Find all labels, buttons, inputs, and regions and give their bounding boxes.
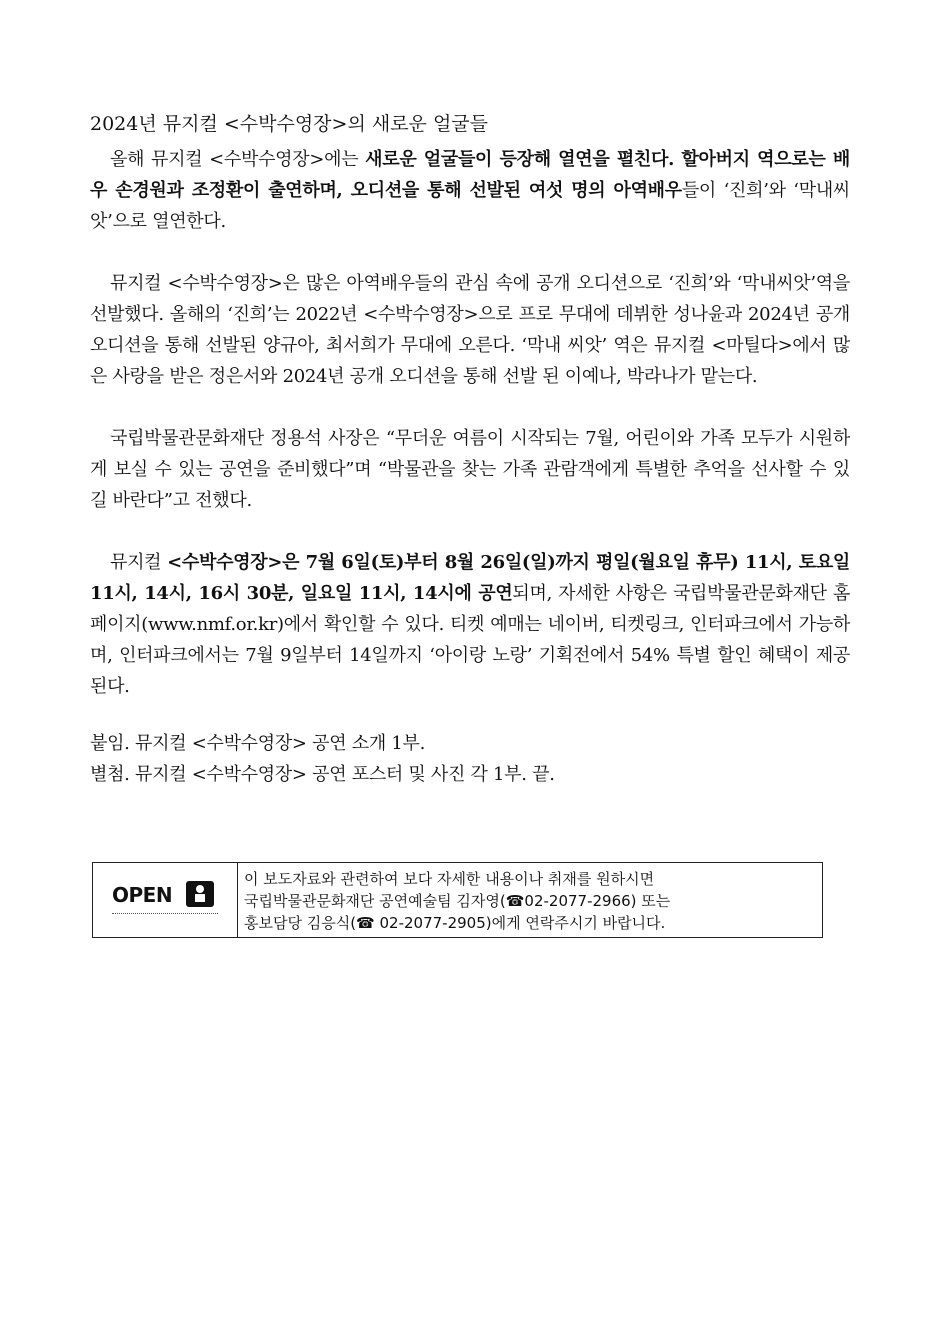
open-license-logo [93, 863, 238, 937]
paragraph-cast-lead: 올해 뮤지컬 <수박수영장>에는 [110, 149, 366, 170]
contact-text [238, 863, 670, 937]
contact-box [92, 862, 823, 938]
paragraph-schedule [90, 547, 850, 702]
paragraph-schedule-lead: 뮤지컬 [110, 552, 168, 573]
paragraph-audition: 뮤지컬 <수박수영장>은 많은 아역배우들의 관심 속에 공개 오디션으로 ‘진희’와 ‘막내씨앗’역을 선발했다. 올해의 ‘진희’는 2022년 <수박수영장>으로 프로 무대에 데뷔한 성나윤과 2024년 공개 오디션을 통해 선발된 양규아, 최서희가 무대에 오른다. ‘막내 씨앗’ 역은 뮤지컬 <마틸다>에서 많은 사랑을 받은 정은서와 2024년 공개 오디션을 통해 선발 된 이예나, 박라나가 맡는다. [90, 273, 850, 387]
attachment-item: 붙임. 뮤지컬 <수박수영장> 공연 소개 1부. [90, 733, 425, 754]
contact-line: 홍보담당 김응식(☎ 02-2077-2905)에게 연락주시기 바랍니다. [244, 914, 666, 932]
paragraph-schedule-tail: 되며, 자세한 사항은 국립박물관문화재단 홈페이지(www.nmf.or.kr)에서 확인할 수 있다. 티켓 예매는 네이버, 티켓링크, 인터파크에서 가능하며, 인터파크에서는 7월 9일부터 14일까지 ‘아이랑 노랑’ 기획전에서 54% 특별 할인 혜택이 제공된다. [90, 583, 850, 697]
contact-line: 국립박물관문화재단 공연예술팀 김자영(☎02-2077-2966) 또는 [244, 892, 671, 910]
attachment-list [90, 728, 850, 790]
contact-line: 이 보도자료와 관련하여 보다 자세한 내용이나 취재를 원하시면 [244, 870, 655, 888]
paragraph-quote: 국립박물관문화재단 정용석 사장은 “무더운 여름이 시작되는 7월, 어린이와 가족 모두가 시원하게 보실 수 있는 공연을 준비했다”며 “박물관을 찾는 가족 관람객에게 특별한 추억을 선사할 수 있길 바란다”고 전했다. [90, 428, 850, 511]
press-release-body [90, 110, 850, 790]
attachment-item: 별첨. 뮤지컬 <수박수영장> 공연 포스터 및 사진 각 1부. 끝. [90, 764, 555, 785]
paragraph-cast [90, 144, 850, 237]
page-title: 2024년 뮤지컬 <수박수영장>의 새로운 얼굴들 [90, 113, 489, 135]
logo-caption-line [112, 913, 218, 918]
attribution-icon [186, 881, 214, 907]
paragraph-cast-bold: 새로운 얼굴들이 등장해 열연을 펼친다. 할아버지 역으로는 배우 손경원과 조정환이 출연하며, 오디션을 통해 선발된 여섯 명의 아역배우 [90, 149, 850, 201]
paragraph-schedule-bold: <수박수영장>은 7월 6일(토)부터 8월 26일(일)까지 평일(월요일 휴무) 11시, 토요일 11시, 14시, 16시 30분, 일요일 11시, 14시에 공연 [90, 552, 850, 604]
open-logo-text: OPEN [112, 883, 173, 907]
paragraph-cast-tail: 들이 ‘진희’와 ‘막내씨앗’으로 열연한다. [90, 180, 850, 232]
